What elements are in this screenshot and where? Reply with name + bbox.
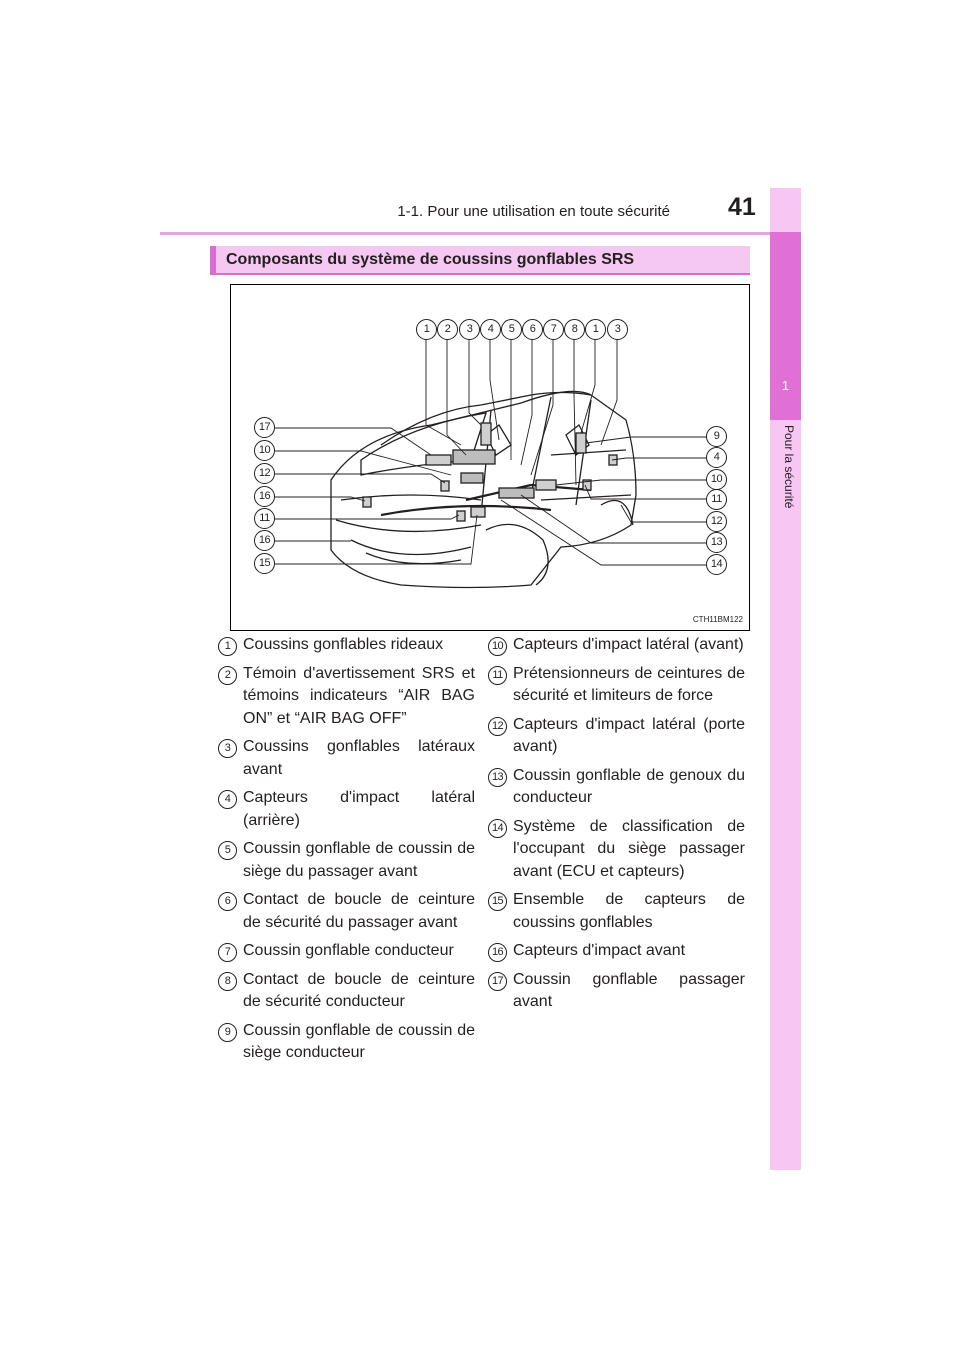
callout-marker: 1	[585, 319, 606, 340]
chapter-label: Pour la sécurité	[782, 425, 796, 509]
item-number: 2	[218, 666, 237, 685]
item-number: 6	[218, 892, 237, 911]
legend-item	[218, 736, 475, 781]
item-text: Capteurs d'impact latéral (arrière)	[243, 789, 475, 829]
callout-marker: 10	[706, 469, 727, 490]
legend-item	[488, 765, 745, 810]
item-text: Capteurs d'impact avant	[513, 942, 686, 959]
legend-item	[488, 816, 745, 884]
legend-item	[488, 940, 745, 963]
legend-item	[218, 634, 475, 657]
callout-marker: 4	[480, 319, 501, 340]
item-number: 17	[488, 972, 507, 991]
item-number: 14	[488, 819, 507, 838]
item-number: 9	[218, 1023, 237, 1042]
callout-marker: 2	[437, 319, 458, 340]
airbag-components-figure	[230, 284, 750, 631]
item-text: Ensemble de capteurs de coussins gonflables	[513, 891, 745, 931]
legend-item	[488, 714, 745, 759]
legend-item	[218, 787, 475, 832]
legend-item	[488, 634, 745, 657]
callout-marker: 6	[522, 319, 543, 340]
legend-item	[218, 889, 475, 934]
legend-item	[218, 663, 475, 731]
callout-marker: 9	[706, 426, 727, 447]
item-number: 13	[488, 768, 507, 787]
chapter-number: 1	[781, 378, 790, 393]
legend-column-left	[218, 634, 475, 1071]
legend-item	[488, 969, 745, 1014]
callout-marker: 16	[254, 530, 275, 551]
callout-marker: 15	[254, 553, 275, 574]
item-text: Capteurs d'impact latéral (porte avant)	[513, 715, 745, 755]
item-text: Témoin d'avertissement SRS et témoins indicateurs “AIR BAG ON” et “AIR BAG OFF”	[243, 664, 475, 727]
item-text: Coussin gonflable de genoux du conducteur	[513, 766, 745, 806]
header-rule	[160, 232, 800, 235]
running-header: 1-1. Pour une utilisation en toute sécurité	[397, 203, 670, 220]
legend-item	[218, 1020, 475, 1065]
item-text: Contact de boucle de ceinture de sécurité conducteur	[243, 970, 475, 1010]
item-text: Coussin gonflable de coussin de siège conducteur	[243, 1021, 475, 1061]
callout-marker: 4	[706, 447, 727, 468]
callout-marker: 17	[254, 417, 275, 438]
item-text: Prétensionneurs de ceintures de sécurité et limiteurs de force	[513, 664, 745, 704]
item-number: 16	[488, 943, 507, 962]
callout-marker: 11	[706, 489, 727, 510]
legend-item	[218, 940, 475, 963]
callout-marker: 12	[706, 511, 727, 532]
legend-item	[488, 889, 745, 934]
item-number: 5	[218, 841, 237, 860]
item-number: 3	[218, 739, 237, 758]
callout-marker: 7	[543, 319, 564, 340]
item-number: 10	[488, 637, 507, 656]
item-text: Coussin gonflable conducteur	[243, 942, 454, 959]
callout-marker: 16	[254, 486, 275, 507]
figure-code: CTH11BM122	[692, 615, 743, 624]
callout-marker: 11	[254, 508, 275, 529]
item-text: Capteurs d'impact latéral (avant)	[513, 636, 744, 653]
item-text: Coussin gonflable de coussin de siège du passager avant	[243, 840, 475, 880]
callout-marker: 1	[416, 319, 437, 340]
item-text: Coussin gonflable passager avant	[513, 970, 745, 1010]
item-text: Système de classification de l'occupant du siège passager avant (ECU et capteurs)	[513, 817, 745, 880]
callout-marker: 3	[459, 319, 480, 340]
callout-marker: 5	[501, 319, 522, 340]
item-text: Contact de boucle de ceinture de sécurité du passager avant	[243, 891, 475, 931]
item-number: 11	[488, 666, 507, 685]
item-number: 4	[218, 790, 237, 809]
item-text: Coussins gonflables latéraux avant	[243, 738, 475, 778]
page-number: 41	[728, 193, 756, 221]
callout-marker: 10	[254, 440, 275, 461]
callout-marker: 8	[564, 319, 585, 340]
item-number: 15	[488, 892, 507, 911]
legend-item	[218, 969, 475, 1014]
item-number: 1	[218, 637, 237, 656]
callout-marker: 13	[706, 532, 727, 553]
section-title-underline	[210, 273, 750, 275]
item-number: 7	[218, 943, 237, 962]
callout-marker: 12	[254, 463, 275, 484]
callout-marker: 3	[607, 319, 628, 340]
legend-column-right	[488, 634, 745, 1020]
item-number: 8	[218, 972, 237, 991]
item-number: 12	[488, 717, 507, 736]
item-text: Coussins gonflables rideaux	[243, 636, 444, 653]
legend-item	[488, 663, 745, 708]
legend-item	[218, 838, 475, 883]
callout-marker: 14	[706, 554, 727, 575]
section-title: Composants du système de coussins gonflables SRS	[210, 246, 750, 273]
